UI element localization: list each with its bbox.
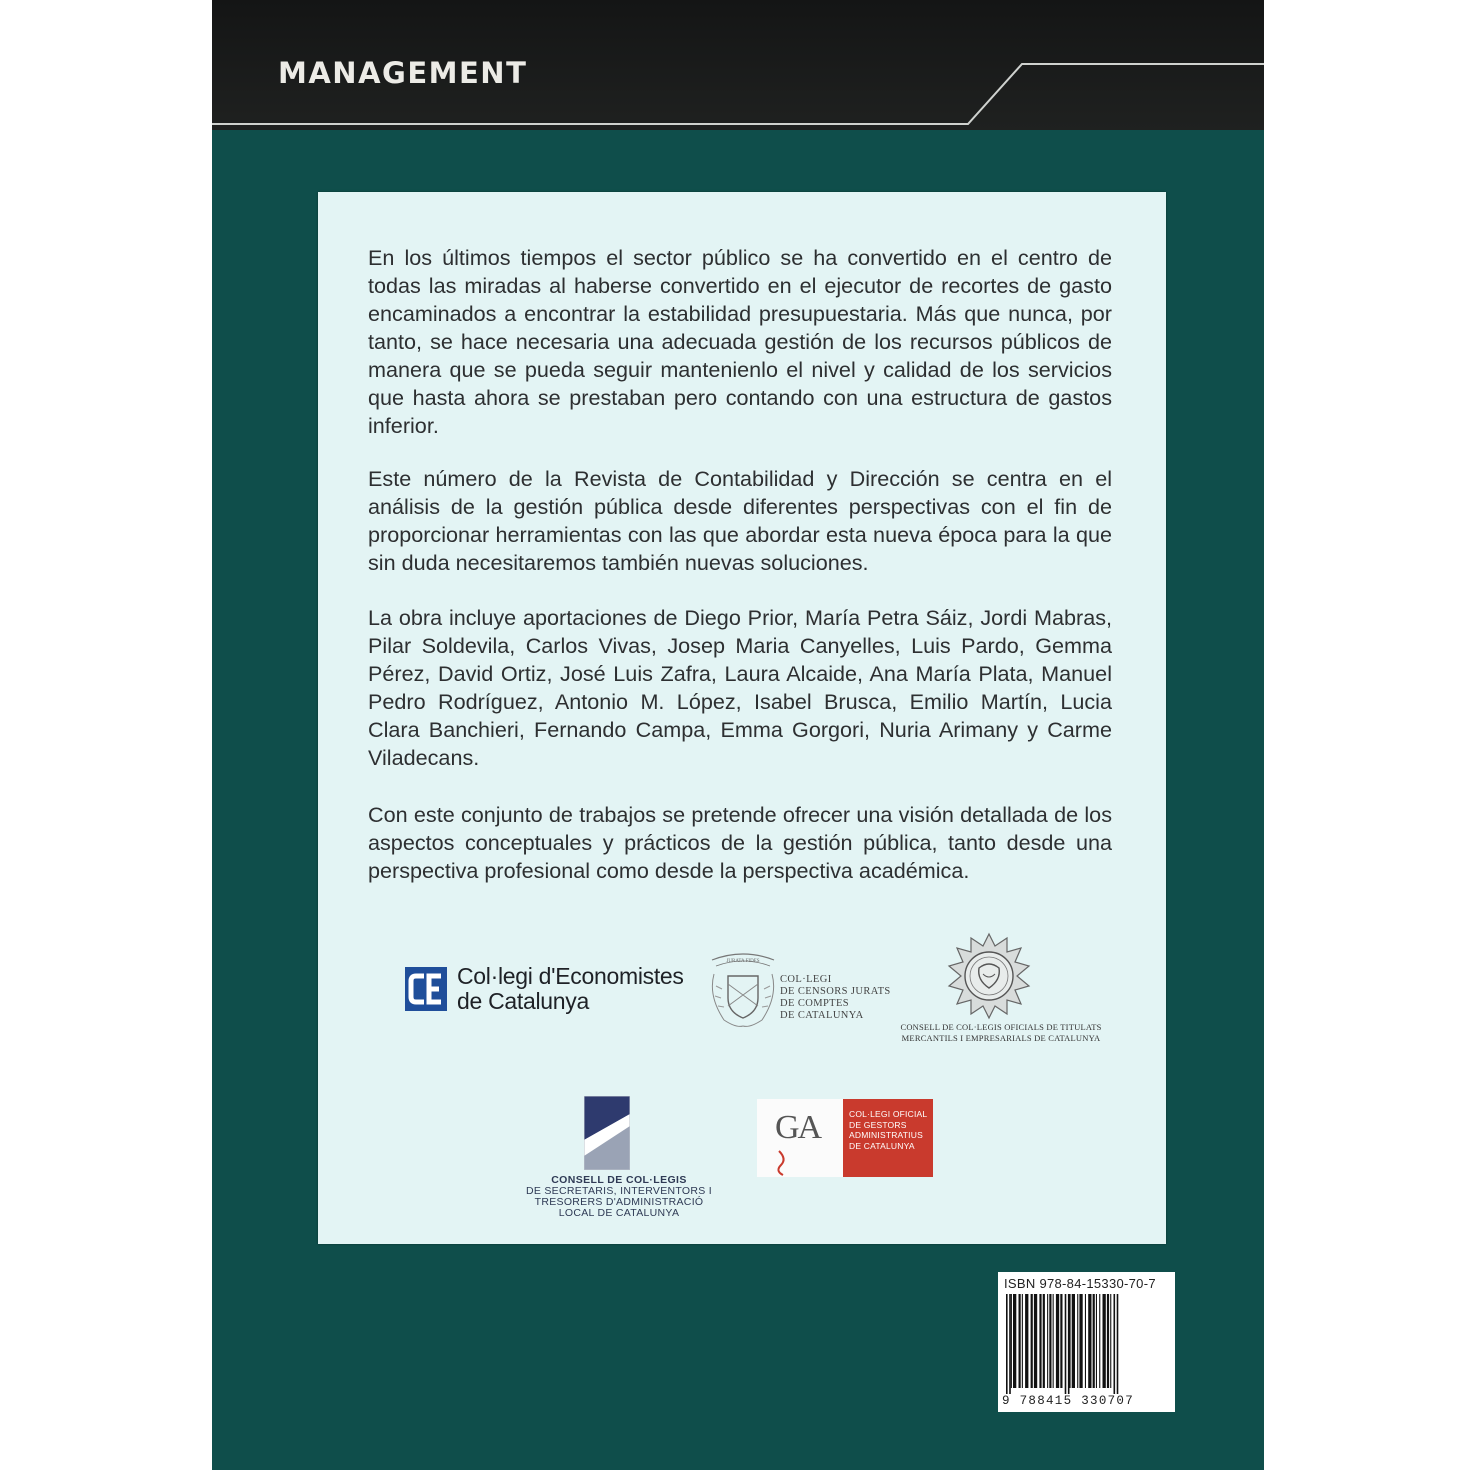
gestors-mark: GA bbox=[775, 1109, 821, 1146]
economistes-name: Col·legi d'Economistes de Catalunya bbox=[457, 963, 684, 1014]
secretaris-mark-icon bbox=[584, 1096, 630, 1170]
censors-seal-text: JURATA FIDES bbox=[726, 959, 760, 964]
blurb-paragraph: En los últimos tiempos el sector público se ha convertido en el centro de todas las miradas al haberse convertido en el ejecutor de recortes de gasto encaminados a encontrar la estabilidad presupuestaria. Más que nunca, por tanto, se hace necesaria una adecuada gestión de los recursos públicos de manera que se pueda seguir mantenienlo el nivel y calidad de los servicios que hasta ahora se prestaban pero contando con una estructura de gastos inferior. bbox=[368, 245, 1112, 438]
secretaris-subtitle: DE SECRETARIS, INTERVENTORS I TRESORERS D'ADMINISTRACIÓ LOCAL DE CATALUNYA bbox=[525, 1185, 713, 1219]
blurb-panel bbox=[318, 192, 1166, 1244]
censors-name: COL·LEGI DE CENSORS JURATS DE COMPTES DE CATALUNYA bbox=[780, 974, 891, 1021]
blurb-paragraph: La obra incluye aportaciones de Diego Prior, María Petra Sáiz, Jordi Mabras, Pilar Soldevila, Carlos Vivas, Josep Maria Canyelles, Luis Pardo, Gemma Pérez, David Ortiz, José Luis Zafra, Laura Alcaide, Ana María Plata, Manuel Pedro Rodríguez, Antonio M. López, Isabel Brusca, Emilio Martín, Lucia Clara Banchieri, Fernando Campa, Emma Gorgori, Nuria Arimany y Carme Viladecans. bbox=[368, 605, 1112, 770]
secretaris-logo bbox=[504, 1096, 734, 1219]
censors-logo bbox=[706, 944, 906, 1034]
consell-crest-icon bbox=[944, 932, 1034, 1020]
gestors-name: COL·LEGI OFICIAL DE GESTORS ADMINISTRATIUS DE CATALUNYA bbox=[849, 1109, 928, 1151]
top-band bbox=[212, 0, 1264, 130]
consell-titulats-logo bbox=[896, 932, 1106, 1052]
secretaris-title: CONSELL DE COL·LEGIS bbox=[551, 1174, 687, 1186]
blurb-paragraph: Con este conjunto de trabajos se pretende ofrecer una visión detallada de los aspectos conceptuales y prácticos de la gestión pública, tanto desde una perspectiva profesional como desde la perspectiva académica. bbox=[368, 802, 1112, 883]
censors-seal-icon bbox=[706, 944, 780, 1034]
gestors-name-panel bbox=[843, 1099, 933, 1177]
ean-digits: 9 788415 330707 bbox=[1002, 1394, 1135, 1408]
economistes-logo bbox=[405, 964, 695, 1014]
series-title: MANAGEMENT bbox=[278, 56, 528, 90]
blurb-paragraph: Este número de la Revista de Contabilidad y Dirección se centra en el análisis de la gestión pública desde diferentes perspectivas con el fin de proporcionar herramientas con las que abordar esta nueva época para la que sin duda necesitaremos también nuevas soluciones. bbox=[368, 466, 1112, 575]
ce-logo-icon bbox=[405, 967, 447, 1011]
gestors-swash-icon bbox=[757, 1099, 843, 1177]
gestors-logo bbox=[757, 1099, 933, 1177]
consell-titulats-name: CONSELL DE COL·LEGIS OFICIALS DE TITULATS MERCANTILS I EMPRESARIALS DE CATALUNYA bbox=[900, 1022, 1102, 1043]
barcode-icon bbox=[1004, 1294, 1169, 1394]
isbn-label: ISBN 978-84-15330-70-7 bbox=[1004, 1276, 1156, 1291]
gestors-mark-panel bbox=[757, 1099, 843, 1177]
isbn-barcode bbox=[998, 1272, 1175, 1412]
